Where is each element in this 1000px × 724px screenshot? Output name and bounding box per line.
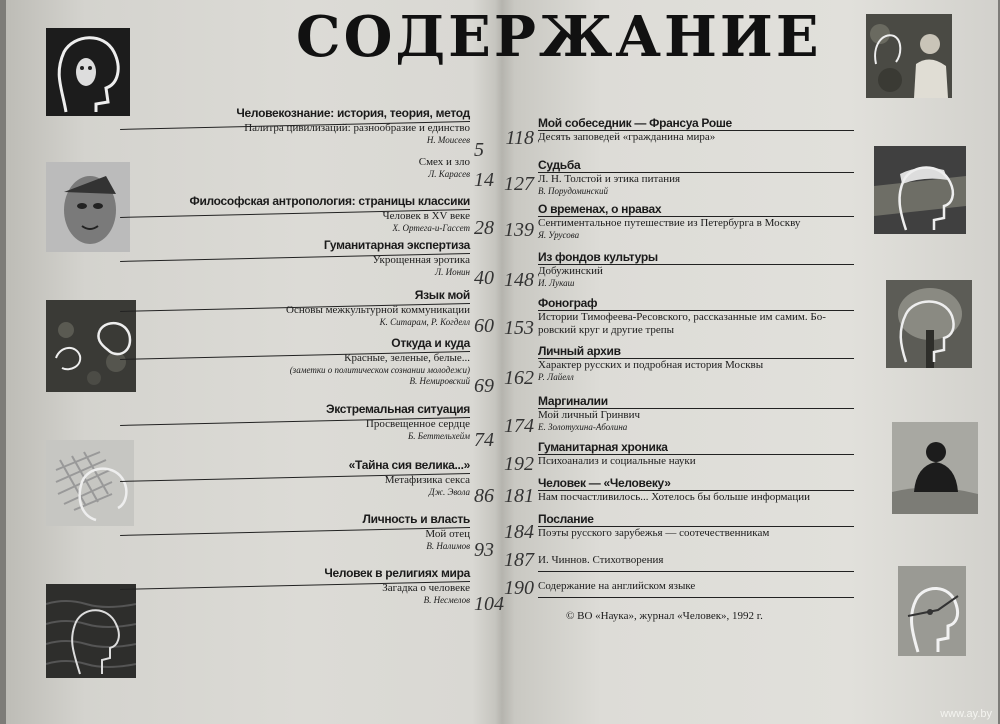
toc-entry[interactable] xyxy=(504,344,854,389)
article-author: Н. Моисеев xyxy=(426,135,470,145)
section-heading: Мой собеседник — Франсуа Роше xyxy=(538,116,732,130)
toc-entry[interactable] xyxy=(504,512,854,543)
page-number: 28 xyxy=(474,217,494,239)
page-number: 181 xyxy=(504,485,534,507)
section-heading: Человек в религиях мира xyxy=(324,566,470,580)
toc-entry[interactable] xyxy=(130,238,494,289)
article-author: В. Порудоминский xyxy=(538,186,608,196)
article-title: Метафизика секса xyxy=(384,474,470,486)
article-title: Загадка о человеке xyxy=(382,582,470,594)
magazine-spread xyxy=(6,0,998,724)
article-author: Л. Карасев xyxy=(428,169,470,179)
toc-entry[interactable] xyxy=(504,577,854,599)
article-title: Смех и зло xyxy=(418,156,470,168)
toc-entry[interactable] xyxy=(130,512,494,561)
toc-entry[interactable] xyxy=(130,106,484,161)
section-heading: Экстремальная ситуация xyxy=(325,402,470,416)
page-number: 174 xyxy=(504,415,534,437)
toc-entry[interactable] xyxy=(130,194,494,239)
toc-entry[interactable] xyxy=(130,402,494,451)
section-heading: Язык мой xyxy=(414,288,470,302)
toc-entry[interactable] xyxy=(504,158,854,197)
article-title: Характер русских и подробная история Москвы xyxy=(538,359,764,371)
section-heading: О временах, о нравах xyxy=(538,202,662,216)
page-number: 187 xyxy=(504,549,534,571)
toc-entry[interactable] xyxy=(130,288,494,337)
article-title: Мой отец xyxy=(425,528,470,540)
article-title: Л. Н. Толстой и этика питания xyxy=(538,173,681,185)
article-title: Человек в XV веке xyxy=(382,210,470,222)
article-author: Я. Урусова xyxy=(538,230,580,240)
tree-head-outline-illustration xyxy=(886,280,972,368)
toc-entry[interactable] xyxy=(504,250,854,291)
article-author: К. Ситарам, Р. Когделл xyxy=(379,317,470,327)
section-heading: Маргиналии xyxy=(538,394,608,408)
toc-entry[interactable] xyxy=(130,336,494,397)
toc-entry[interactable] xyxy=(505,116,854,149)
page-number: 162 xyxy=(504,367,534,389)
article-author: Л. Ионин xyxy=(434,267,470,277)
head-outline-branch-illustration xyxy=(898,566,966,656)
page-number: 74 xyxy=(474,429,494,451)
toc-entry[interactable] xyxy=(130,566,504,615)
page-title: СОДЕРЖАНИЕ xyxy=(296,4,822,70)
grid-head-outline-illustration xyxy=(46,440,134,526)
article-title: Истории Тимофеева-Ресовского, рассказанные им самим. Бо- xyxy=(538,311,826,323)
section-heading: Послание xyxy=(538,512,594,526)
article-title: Сентиментальное путешествие из Петербурга в Москву xyxy=(538,217,801,229)
page-number: 40 xyxy=(474,267,494,289)
article-title: Мой личный Гринвич xyxy=(538,409,641,421)
article-title-continued: ровский круг и другие трепы xyxy=(538,324,675,336)
toc-entry[interactable] xyxy=(504,296,854,339)
section-rule xyxy=(538,597,854,598)
section-heading: Фонограф xyxy=(538,296,598,310)
page-number: 153 xyxy=(504,317,534,339)
article-author: И. Лукаш xyxy=(538,278,575,288)
page-number: 14 xyxy=(474,169,494,191)
page-number: 5 xyxy=(474,139,484,161)
toc-entry[interactable] xyxy=(504,394,854,437)
toc-entry[interactable] xyxy=(504,476,854,507)
head-outline-mask-illustration xyxy=(46,28,130,116)
toc-entry[interactable] xyxy=(130,156,494,191)
article-title: Укрощенная эротика xyxy=(372,254,470,266)
article-title: Содержание на английском языке xyxy=(538,580,696,592)
page-number: 86 xyxy=(474,485,494,507)
article-subtitle: (заметки о политическом сознании молодежи) xyxy=(289,365,470,375)
article-title: Психоанализ и социальные науки xyxy=(538,455,696,467)
section-heading: Гуманитарная экспертиза xyxy=(323,238,470,252)
page-number: 192 xyxy=(504,453,534,475)
landscape-head-outline-illustration xyxy=(874,146,966,234)
article-title: Поэты русского зарубежья — соотечественникам xyxy=(538,527,770,539)
shadow-figure-illustration xyxy=(892,422,978,514)
section-heading: Человекознание: история, теория, метод xyxy=(236,106,470,120)
toc-entry[interactable] xyxy=(504,549,854,572)
section-heading: Судьба xyxy=(538,158,581,172)
section-heading: Гуманитарная хроника xyxy=(538,440,668,454)
article-title: И. Чиннов. Стихотворения xyxy=(538,554,664,566)
page-number: 184 xyxy=(504,521,534,543)
article-author: Е. Золотухина-Аболина xyxy=(538,422,628,432)
section-heading: Откуда и куда xyxy=(391,336,470,350)
page-number: 60 xyxy=(474,315,494,337)
article-author: Б. Беттельхейм xyxy=(407,431,470,441)
page-number: 139 xyxy=(504,219,534,241)
section-heading: Философская антропология: страницы классики xyxy=(189,194,470,208)
toc-entry[interactable] xyxy=(504,202,854,241)
page-number: 93 xyxy=(474,539,494,561)
article-title: Просвещенное сердце xyxy=(365,418,470,430)
page-number: 69 xyxy=(474,375,494,397)
section-heading: Человек — «Человеку» xyxy=(538,476,671,490)
section-heading: Из фондов культуры xyxy=(538,250,658,264)
toc-entry[interactable] xyxy=(130,458,494,507)
article-title: Основы межкультурной коммуникации xyxy=(286,304,470,316)
page-number: 118 xyxy=(505,127,534,149)
site-watermark: www.ay.by xyxy=(940,708,992,720)
water-head-outline-illustration xyxy=(46,584,136,678)
man-in-garden-illustration xyxy=(866,14,952,98)
garden-head-outline-illustration xyxy=(46,300,136,392)
section-heading: Личный архив xyxy=(538,344,621,358)
article-title: Десять заповедей «гражданина мира» xyxy=(538,131,716,143)
article-author: Р. Лайелл xyxy=(538,372,574,382)
page-number: 104 xyxy=(474,593,504,615)
section-heading: Личность и власть xyxy=(362,512,470,526)
face-sculpture-illustration xyxy=(46,162,130,252)
article-author: В. Немировский xyxy=(409,376,470,386)
article-author: Дж. Эвола xyxy=(428,487,470,497)
copyright-notice: © ВО «Наука», журнал «Человек», 1992 г. xyxy=(566,610,763,622)
article-author: Х. Ортега-и-Гассет xyxy=(392,223,470,233)
article-title: Нам посчастливилось... Хотелось бы больше информации xyxy=(538,491,810,503)
page-number: 190 xyxy=(504,577,534,599)
toc-entry[interactable] xyxy=(504,440,854,475)
article-title: Добужинский xyxy=(538,265,603,277)
section-heading: «Тайна сия велика...» xyxy=(348,458,470,472)
page-number: 127 xyxy=(504,173,534,195)
section-rule xyxy=(538,571,854,572)
article-author: В. Налимов xyxy=(426,541,470,551)
article-author: В. Несмелов xyxy=(423,595,470,605)
article-title: Палитра цивилизаций: разнообразие и единство xyxy=(244,122,470,134)
page-number: 148 xyxy=(504,269,534,291)
toc-left-column xyxy=(130,0,510,724)
article-title: Красные, зеленые, белые... xyxy=(344,352,470,364)
